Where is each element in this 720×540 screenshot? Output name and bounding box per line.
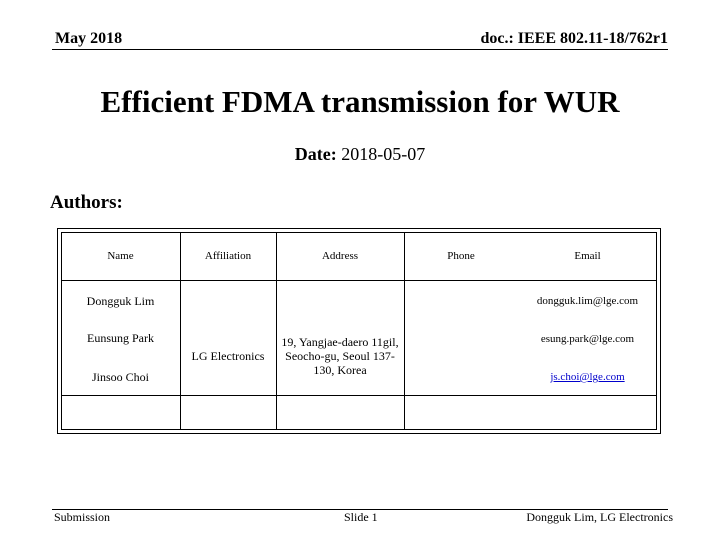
date-line [0, 144, 720, 165]
author-email-link[interactable]: js.choi@lge.com [550, 371, 625, 383]
author-name: Eunsung Park [87, 331, 154, 345]
date-value: 2018-05-07 [341, 144, 426, 164]
author-email: dongguk.lim@lge.com [536, 295, 639, 307]
column-header-affiliation: Affiliation [204, 250, 252, 262]
column-header-phone: Phone [447, 250, 475, 262]
author-affiliation: LG Electronics [191, 349, 265, 363]
author-name: Jinsoo Choi [91, 370, 149, 384]
authors-label: Authors: [50, 192, 123, 213]
column-header-name: Name [107, 250, 134, 262]
row-divider [61, 280, 657, 281]
footer-slide-number: Slide 1 [344, 510, 378, 524]
column-header-address: Address [321, 250, 359, 262]
footer-submission: Submission [54, 510, 111, 524]
header-rule [52, 49, 668, 50]
column-header-email: Email [574, 250, 601, 262]
footer-author: Dongguk Lim, LG Electronics [526, 510, 673, 524]
row-divider [61, 395, 657, 396]
header-date: May 2018 [55, 30, 123, 47]
slide-title: Efficient FDMA transmission for WUR [100, 84, 620, 119]
date-label: Date: [294, 144, 337, 164]
author-address: 19, Yangjae-daero 11gil, Seocho-gu, Seoul 137-130, Korea [281, 335, 399, 377]
header-doc-id: doc.: IEEE 802.11-18/762r1 [480, 30, 668, 47]
author-email: esung.park@lge.com [540, 333, 635, 345]
author-name: Dongguk Lim [86, 294, 155, 308]
